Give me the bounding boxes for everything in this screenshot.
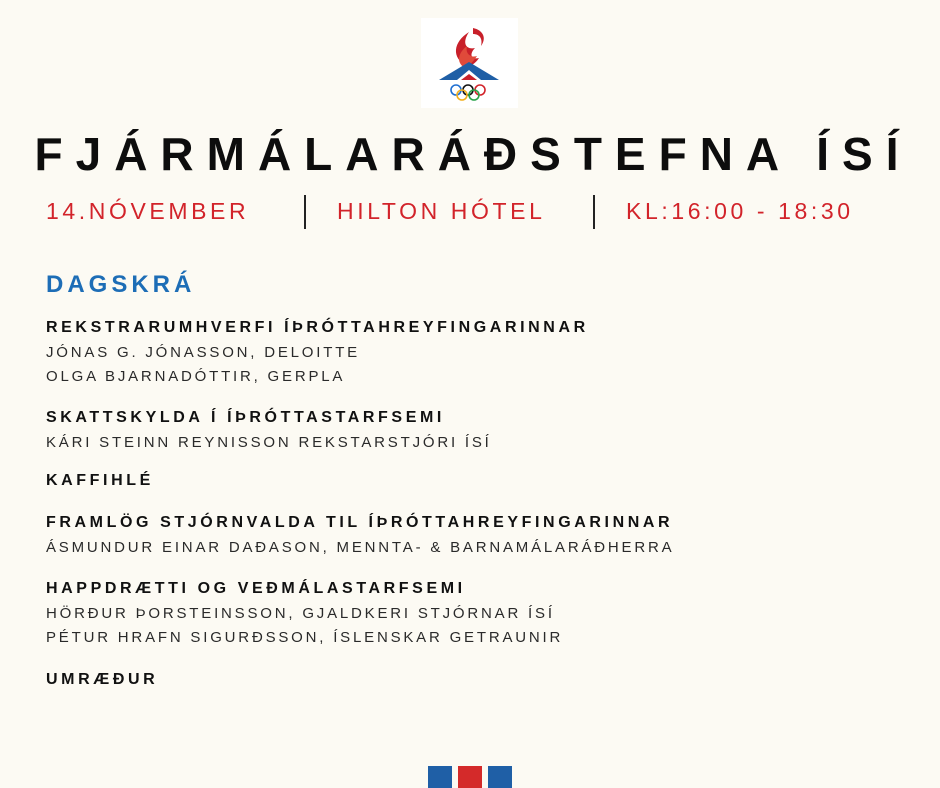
event-location: HILTON HÓTEL — [337, 198, 546, 224]
isi-logo — [421, 18, 518, 108]
agenda-item-title: KAFFIHLÉ — [46, 472, 154, 489]
agenda-item-title: HAPPDRÆTTI OG VEÐMÁLASTARFSEMI — [46, 580, 466, 597]
blue-square — [428, 766, 452, 788]
agenda-item-speaker: ÁSMUNDUR EINAR DAÐASON, MENNTA- & BARNAMÁLARÁÐHERRA — [46, 539, 675, 556]
olympic-torch-icon — [421, 18, 518, 108]
agenda-item-speaker: JÓNAS G. JÓNASSON, DELOITTE — [46, 344, 360, 361]
agenda-item-title: REKSTRARUMHVERFI ÍÞRÓTTAHREYFINGARINNAR — [46, 319, 589, 336]
agenda-item-speaker: KÁRI STEINN REYNISSON REKSTARSTJÓRI ÍSÍ — [46, 434, 492, 451]
agenda-item-speaker: PÉTUR HRAFN SIGURÐSSON, ÍSLENSKAR GETRAUNIR — [46, 629, 564, 646]
decorative-squares — [428, 766, 512, 788]
red-square — [458, 766, 482, 788]
divider — [593, 195, 595, 229]
blue-square — [488, 766, 512, 788]
agenda-item-speaker: OLGA BJARNADÓTTIR, GERPLA — [46, 368, 346, 385]
agenda-item-speaker: HÖRÐUR ÞORSTEINSSON, GJALDKERI STJÓRNAR ÍSÍ — [46, 605, 555, 622]
event-time: KL:16:00 - 18:30 — [626, 198, 854, 224]
agenda-item-title: SKATTSKYLDA Í ÍÞRÓTTASTARFSEMI — [46, 409, 445, 426]
agenda-item-title: UMRÆÐUR — [46, 671, 159, 688]
divider — [304, 195, 306, 229]
agenda-item-title: FRAMLÖG STJÓRNVALDA TIL ÍÞRÓTTAHREYFINGARINNAR — [46, 514, 674, 531]
page-title: FJÁRMÁLARÁÐSTEFNA ÍSÍ — [34, 128, 912, 180]
agenda-heading: DAGSKRÁ — [46, 271, 196, 298]
event-date: 14.NÓVEMBER — [46, 198, 250, 224]
